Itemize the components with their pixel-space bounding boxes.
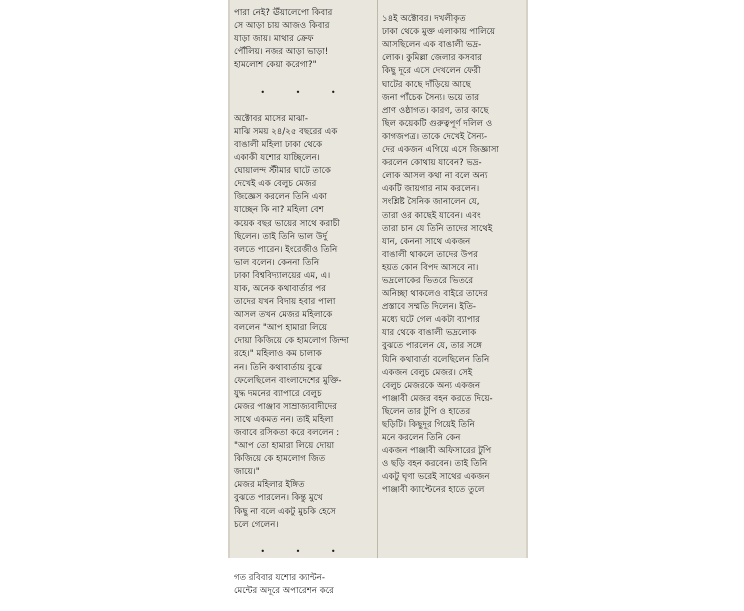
left-column-bottom-text: গত রবিবার যশোর ক্যান্টন- মেন্টের অদূরে অপারেশন করে (234, 572, 334, 597)
left-column-top-text: পারা নেই? ঊঁয়ালেপো কিবার সে আড়া চায় আজও কিবার যাড়া জায়। মাথার ক্রেফ পৌঁলিয়। নজর আড়া ভাড়া! হামলোশ কেয়া করেগা?" (234, 8, 333, 71)
right-column-text: ১৪ই অক্টোবর। দখলীকৃত ঢাকা থেকে মুক্ত এলাকায় পালিয়ে আসছিলেন এক বাঙালী ভদ্র- লোক। কুমিল্লা জেলার কসবার কিছু দূরে এসে দেখলেন ফেরী ঘাটের কাছে দাঁড়িয়ে আছে জনা পাঁচেক সৈন্য। ভয়ে তার প্রাণ ওষ্ঠাগত। কারণ, তার কাছে ছিল কয়েকটি গুরুত্বপূর্ণ দলিল ও কাগজপত্র। তাকে দেখেই সৈন্য- দের একজন এগিয়ে এসে জিজ্ঞাসা করলেন কোথায় যাবেন? ভদ্র- লোক আসল কথা না বলে অন্য একটি জায়গার নাম করলেন। সংশ্লিষ্ট সৈনিক জানালেন যে, তারা ওর কাছেই যাবেন। এবং তারা চান যে তিনি তাদের সাথেই যান, কেননা সাথে একজন বাঙালী থাকলে তাদের উপর হয়ত কোন বিপদ আসবে না। ভদ্রলোকের ভিতরে ভিতরে অনিচ্ছা থাকলেও বাইরে তাদের প্রস্তাবে সম্মতি দিলেন। ইতি- মধ্যে ঘটে গেল একটা ব্যাপার যার থেকে বাঙালী ভদ্রলোক বুঝতে পারলেন যে, তার সঙ্গে যিনি কথাবার্তা বলেছিলেন তিনি একজন বেলুচ মেজর। সেই বেলুচ মেজরকে অন্য একজন পাঞ্জাবী মেজর বহন করতে দিয়ে- ছিলেন তার টুপি ও হাতের ছড়িটি। কিছুদূর গিয়েই তিনি মনে করলেন তিনি কেন একজন পাঞ্জাবী অফিসারের টুপি ও ছড়ি বহন করবেন। তাই তিনি একটু ঘৃণা ভরেই সাথের একজন পাঞ্জাবী ক্যাপ্টেনের হাতে তুলে (382, 14, 499, 496)
section-separator: • • • (260, 87, 350, 97)
section-separator-2: • • • (260, 546, 350, 556)
clipping-right-edge (526, 0, 528, 558)
left-column-body-text: অক্টোবর মাসের মাঝা- মাঝি সময় ২৪/২৫ বছরের এক বাঙালী মহিলা ঢাকা থেকে একাকী যশোর যাচ্ছিলেন। ঘোয়ালন্দ স্টীমার ঘাটে তাকে দেখেই এক বেলুচ মেজর জিজ্ঞেস করলেন তিনি একা যাচ্ছেন কি না? মহিলা বেশ কয়েক বছর ভায়ের সাথে করাচী ছিলেন। তাই তিনি ভাল উর্দু বলতে পারেন। ইংরেজীও তিনি ভাল বলেন। কেননা তিনি ঢাকা বিশ্ববিদ্যালয়ের এম, এ। যাক, অনেক কথাবার্তার পর তাদের যখন বিদায় হবার পালা আসল তখন মেজর মহিলাকে বললেন "আপ হামারা লিয়ে দোয়া কিজিয়ে কে হামলোগ জিন্দা রহে।" মহিলাও কম চালাক নন। তিনি কথাবার্তায় বুঝে ফেলেছিলেন বাংলাদেশের মুক্তি- যুদ্ধ দমনের ব্যাপারে বেলুচ মেজর পাঞ্জাব সাম্রাজ্যবাদীদের সাথে একমত নন। তাই মহিলা জবাবে রসিকতা করে বললেন : "আপ তো হামারা লিয়ে দোয়া কিজিয়ে কে হামলোগ জিত জায়ে।" মেজর মহিলার ইঙ্গিত বুঝতে পারলেন। কিন্তু মুখে কিছু না বলে একটু মুচকি হেসে চলে গেলেন। (234, 113, 349, 530)
article-right-column (382, 0, 524, 558)
newspaper-clipping (228, 0, 528, 597)
column-divider (377, 0, 378, 558)
clipping-left-edge (228, 0, 230, 558)
article-left-column (234, 0, 376, 597)
